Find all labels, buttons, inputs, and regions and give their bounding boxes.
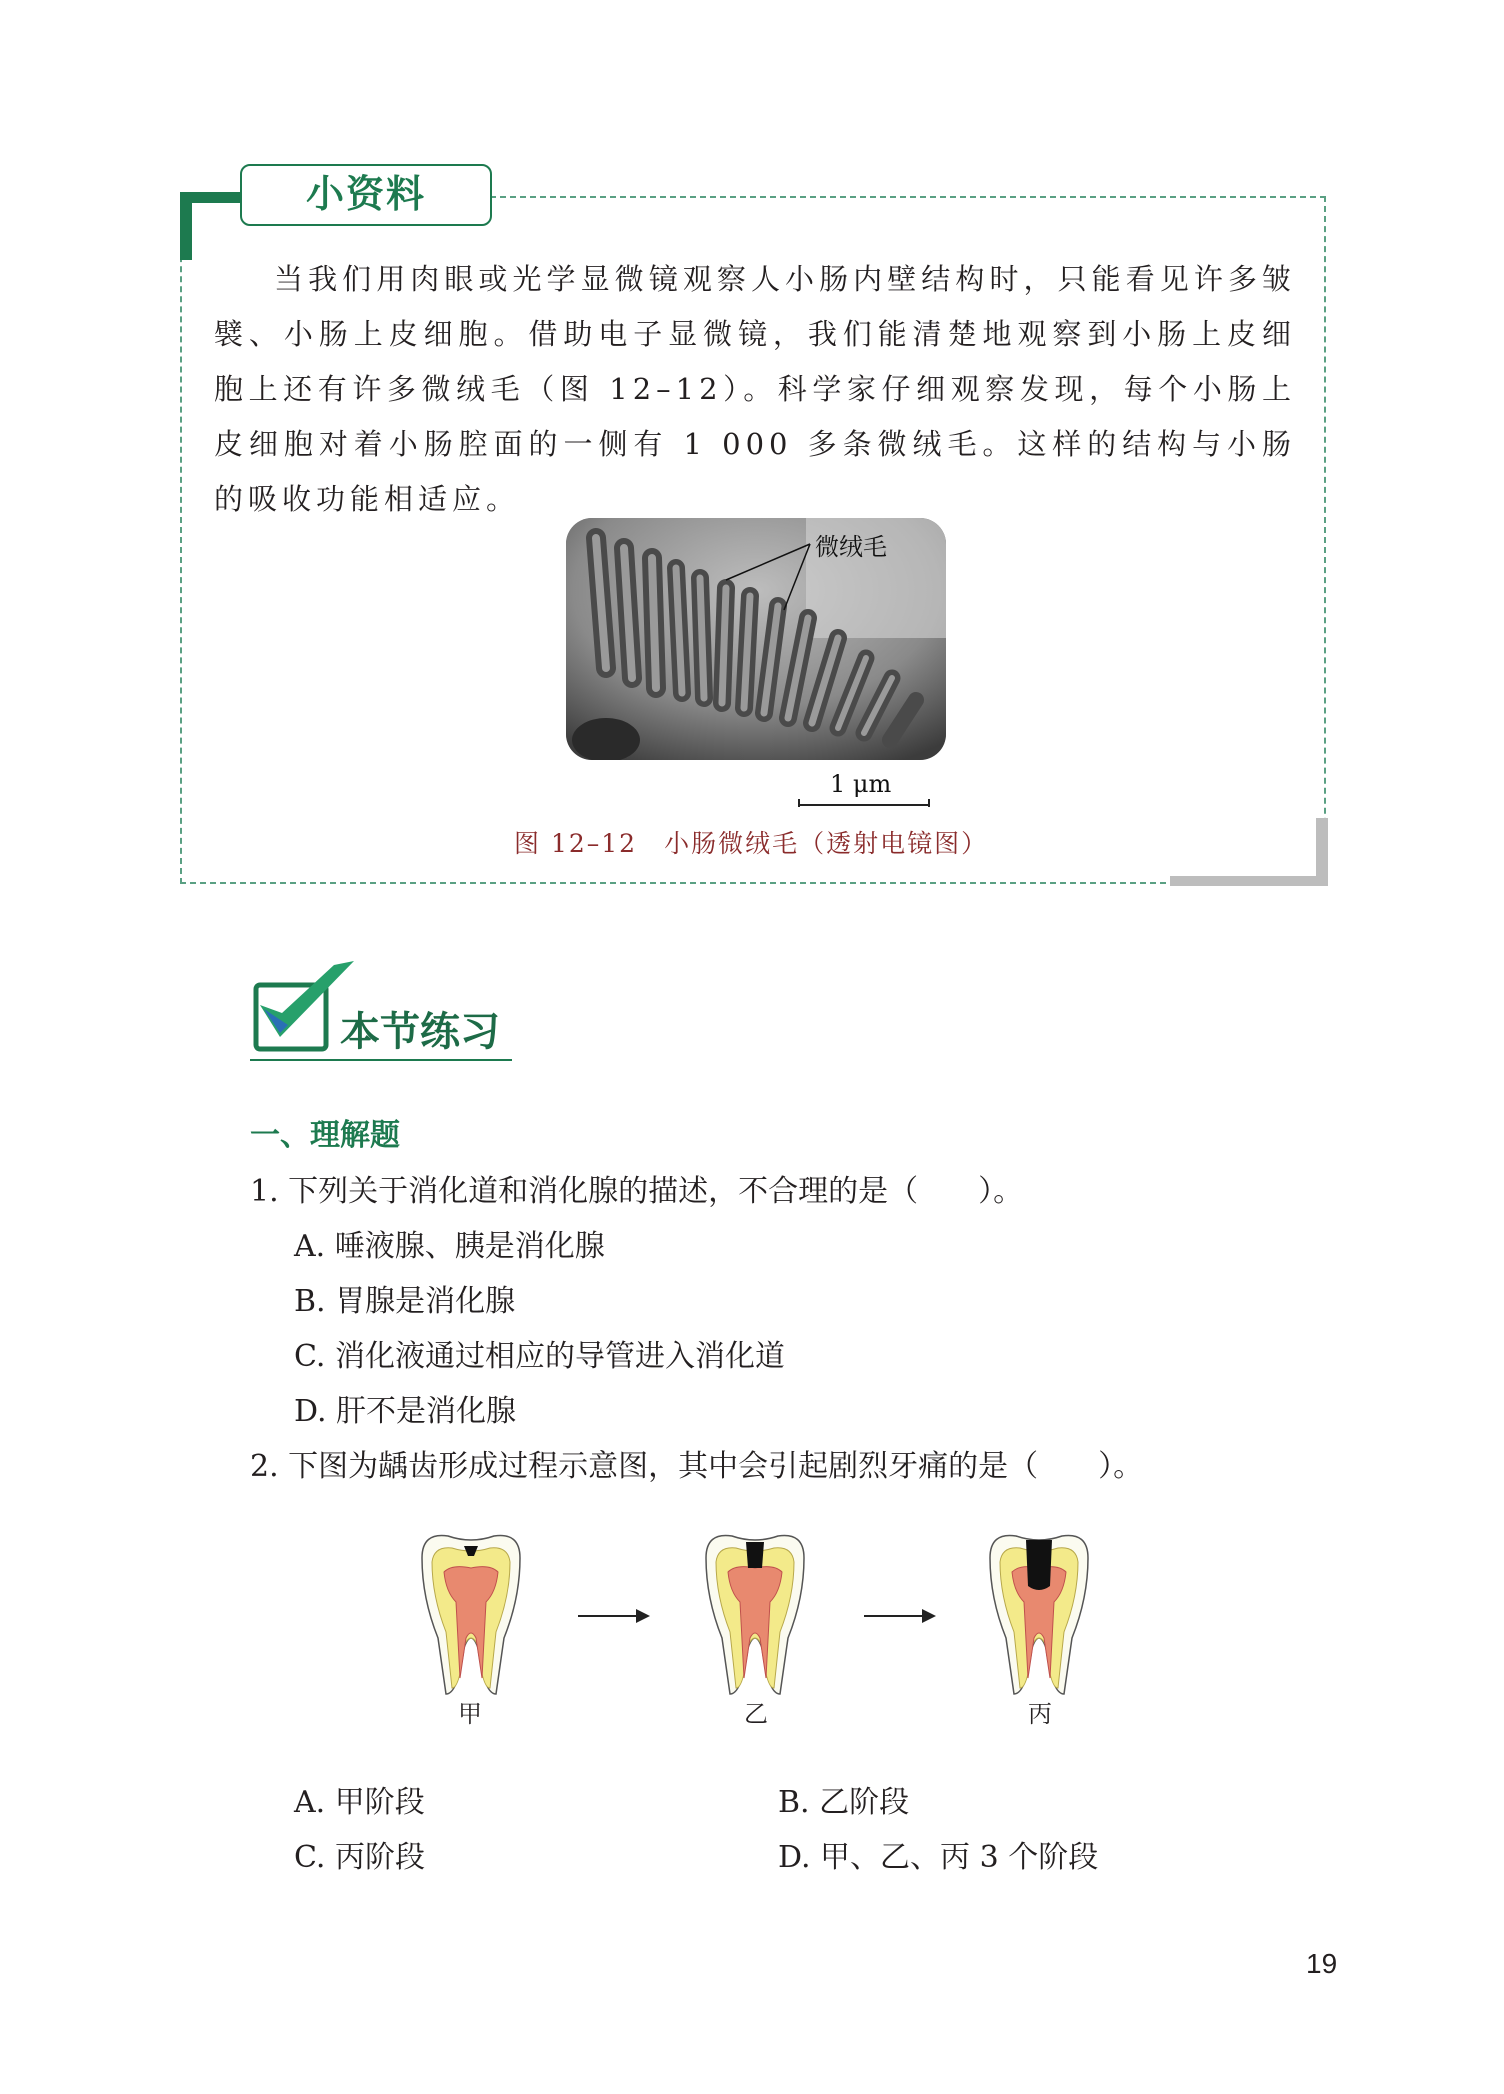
tooth-stage-jia	[412, 1528, 530, 1698]
stage-label-bing: 丙	[1028, 1700, 1052, 1728]
q2-option-a: A. 甲阶段	[294, 1785, 425, 1820]
section-title: 一、理解题	[250, 1118, 400, 1153]
corner-decoration	[1170, 876, 1328, 886]
figure-caption: 图 12–12 小肠微绒毛（透射电镜图）	[514, 829, 989, 858]
info-box-title: 小资料	[240, 164, 492, 226]
q1-option-d: D. 肝不是消化腺	[294, 1394, 517, 1429]
title-underline	[250, 1059, 512, 1061]
tooth-stage-bing	[980, 1528, 1098, 1698]
scale-label: 1 μm	[830, 770, 892, 798]
arrow-icon	[578, 1615, 648, 1617]
arrow-icon	[864, 1615, 934, 1617]
info-paragraph-text: 当我们用肉眼或光学显微镜观察人小肠内壁结构时，只能看见许多皱襞、小肠上皮细胞。借助电子显微镜，我们能清楚地观察到小肠上皮细胞上还有许多微绒毛（图 12–12）。科学家仔细观察发现，每个小肠上皮细胞对着小肠腔面的一侧有 1 000 多条微绒毛。这样的结构与小肠的吸收功能相适应。	[214, 262, 1296, 516]
microvilli-label: 微绒毛	[815, 533, 887, 561]
q2-option-b: B. 乙阶段	[778, 1785, 910, 1820]
stage-label-jia: 甲	[458, 1700, 482, 1728]
page-number: 19	[1306, 1948, 1338, 1979]
q1-option-b: B. 胃腺是消化腺	[294, 1284, 516, 1319]
microvilli-micrograph	[566, 518, 946, 760]
question-1-stem: 1. 下列关于消化道和消化腺的描述，不合理的是（ ）。	[250, 1174, 1024, 1209]
corner-decoration	[180, 192, 246, 203]
q2-option-d: D. 甲、乙、丙 3 个阶段	[778, 1840, 1099, 1875]
q1-option-c: C. 消化液通过相应的导管进入消化道	[294, 1339, 785, 1374]
tooth-stage-yi	[696, 1528, 814, 1698]
q1-option-a: A. 唾液腺、胰是消化腺	[294, 1229, 605, 1264]
exercise-title: 本节练习	[340, 1009, 500, 1055]
stage-label-yi: 乙	[744, 1700, 768, 1728]
q2-option-c: C. 丙阶段	[294, 1840, 425, 1875]
question-2-stem: 2. 下图为龋齿形成过程示意图，其中会引起剧烈牙痛的是（ ）。	[250, 1449, 1144, 1484]
scale-bar	[798, 804, 930, 806]
info-paragraph	[214, 252, 1296, 527]
